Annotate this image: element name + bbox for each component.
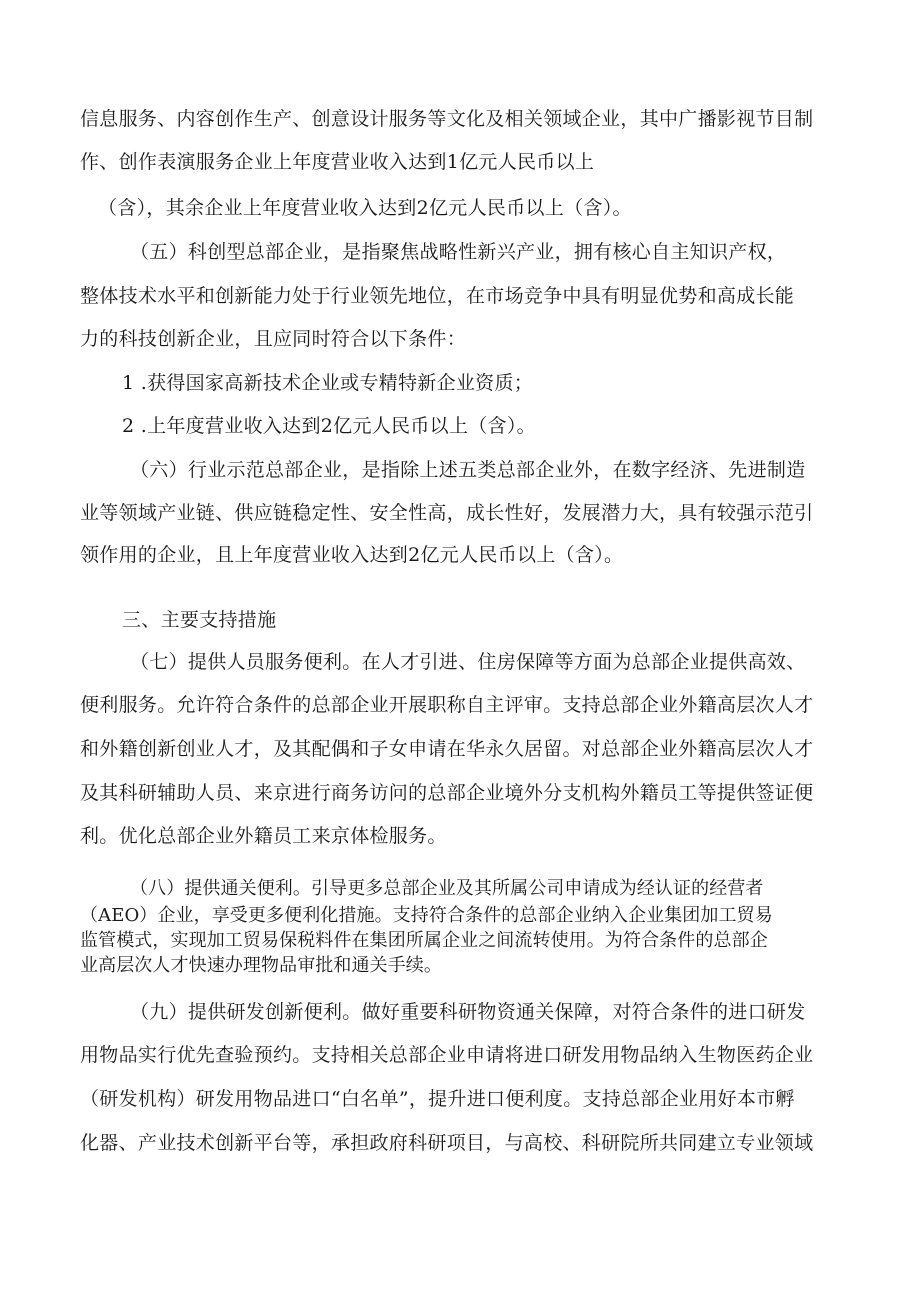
text-line: 监管模式，实现加工贸易保税料件在集团所属企业之间流转使用。为符合条件的总部企 — [80, 930, 768, 951]
text-line: （研发机构）研发用物品进口“白名单”，提升进口便利度。支持总部企业用好本市孵 — [80, 1088, 795, 1110]
text-line: 及其科研辅助人员、来京进行商务访问的总部企业境外分支机构外籍员工等提供签证便 — [80, 782, 814, 804]
text-line: （AEO）企业，享受更多便利化措施。支持符合条件的总部企业纳入企业集团加工贸易 — [80, 905, 773, 926]
text-line: （八）提供通关便利。引导更多总部企业及其所属公司申请成为经认证的经营者 — [130, 878, 764, 899]
text-line: 化器、产业技术创新平台等，承担政府科研项目，与高校、科研院所共同建立专业领域 — [80, 1132, 814, 1154]
text-line: （五）科创型总部企业，是指聚焦战略性新兴产业，拥有核心自主知识产权， — [130, 241, 787, 263]
text-line: 用物品实行优先查验预约。支持相关总部企业申请将进口研发用物品纳入生物医药企业 — [80, 1044, 814, 1066]
text-line: 整体技术水平和创新能力处于行业领先地位，在市场竞争中具有明显优势和高成长能 — [80, 285, 795, 307]
text-line: 领作用的企业，且上年度营业收入达到2亿元人民币以上（含）。 — [80, 544, 624, 566]
text-line: （九）提供研发创新便利。做好重要科研物资通关保障，对符合条件的进口研发 — [130, 1001, 806, 1023]
text-line: 力的科技创新企业，且应同时符合以下条件： — [80, 328, 467, 350]
text-line: （含），其余企业上年度营业收入达到2亿元人民币以上（含）。 — [98, 197, 632, 219]
text-line: 作、创作表演服务企业上年度营业收入达到1亿元人民币以上 — [80, 151, 595, 173]
text-line: 业高层次人才快速办理物品审批和通关手续。 — [80, 955, 442, 976]
text-line: 业等领域产业链、供应链稳定性、安全性高，成长性好，发展潜力大，具有较强示范引 — [80, 502, 814, 524]
section-heading: 三、主要支持措施 — [122, 609, 277, 631]
text-line: 1 .获得国家高新技术企业或专精特新企业资质； — [122, 372, 534, 394]
text-line: 2 .上年度营业收入达到2亿元人民币以上（含）。 — [122, 415, 536, 437]
text-line: （七）提供人员服务便利。在人才引进、住房保障等方面为总部企业提供高效、 — [130, 651, 806, 673]
text-line: 利。优化总部企业外籍员工来京体检服务。 — [80, 825, 447, 847]
text-line: （六）行业示范总部企业，是指除上述五类总部企业外，在数字经济、先进制造 — [130, 459, 806, 481]
text-line: 信息服务、内容创作生产、创意设计服务等文化及相关领域企业，其中广播影视节目制 — [80, 108, 814, 130]
text-line: 和外籍创新创业人才，及其配偶和子女申请在华永久居留。对总部企业外籍高层次人才 — [80, 738, 814, 760]
text-line: 便利服务。允许符合条件的总部企业开展职称自主评审。支持总部企业外籍高层次人才 — [80, 694, 814, 716]
